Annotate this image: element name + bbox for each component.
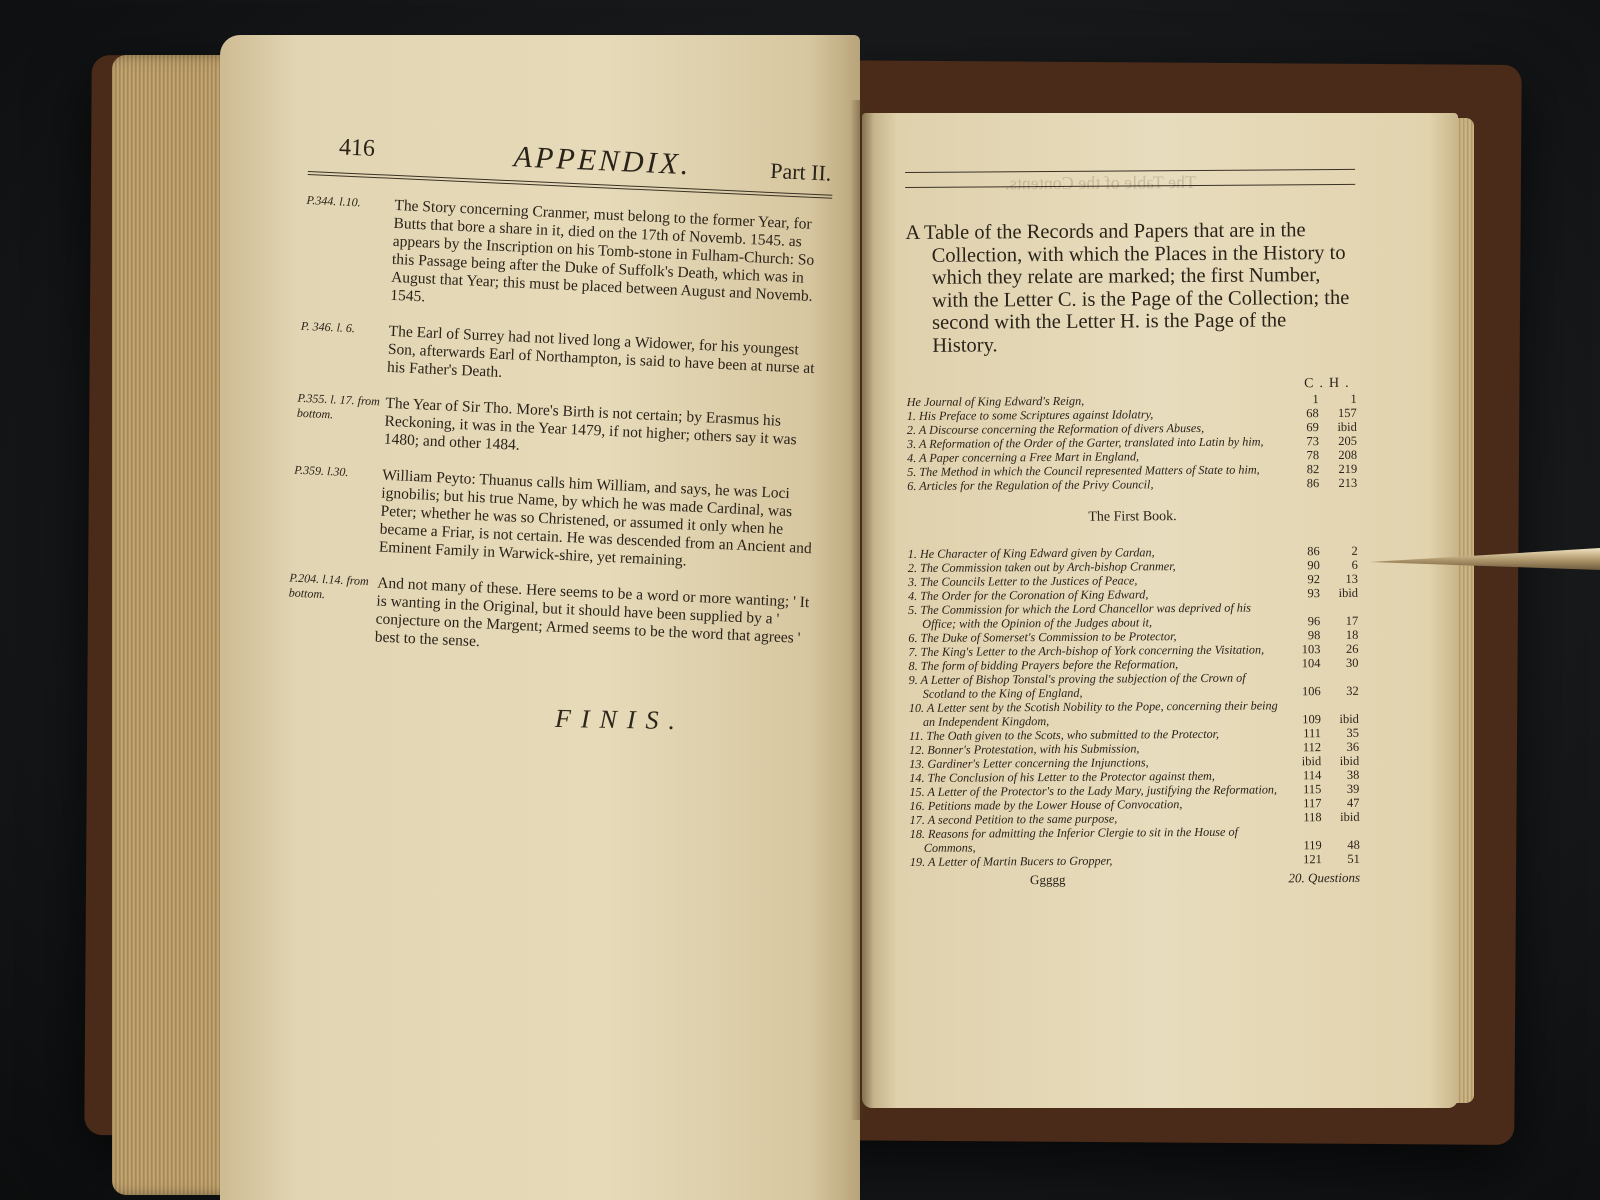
toc-title: 5. The Method in which the Council represented Matters of State to him, [907, 462, 1260, 479]
toc-title: 4. A Paper concerning a Free Mart in England, [907, 449, 1140, 465]
toc-history-page: 38 [1346, 767, 1360, 782]
toc-history-page: 26 [1345, 641, 1359, 656]
toc-title: 1. His Preface to some Scriptures against Idolatry, [906, 407, 1154, 423]
toc-collection-page: ibid [1301, 754, 1322, 769]
toc-title: 3. A Reformation of the Order of the Garter, translated into Latin by him, [906, 434, 1264, 451]
entry-reference: P.355. l. 17. from bottom. [296, 390, 381, 422]
toc-history-page: ibid [1338, 585, 1359, 600]
toc-history-page: 17 [1345, 613, 1359, 628]
left-page-text [287, 125, 835, 666]
book-gutter [850, 100, 874, 1120]
toc-collection-page: 118 [1303, 810, 1322, 825]
toc-collection-page: 86 [1307, 544, 1320, 559]
page-number: 416 [338, 134, 376, 162]
toc-row [910, 824, 1360, 855]
toc-history-page: 219 [1338, 461, 1358, 476]
toc-title: 5. The Commission for which the Lord Chancellor was deprived of his Office; with the Opinion of the Judges about it, [908, 600, 1252, 631]
toc-collection-page: 106 [1301, 684, 1321, 699]
toc-collection-page: 121 [1303, 852, 1322, 867]
intro-rows [907, 392, 1358, 493]
entry-text: The Year of Sir Tho. More's Birth is not certain; by Erasmus his Reckoning, it was in the Year 1479, if not higher; others say it was 1480; and other 1484. [383, 394, 798, 454]
toc-history-page: ibid [1339, 711, 1359, 726]
toc-collection-page: 78 [1306, 448, 1320, 463]
bookmark-pointer [1370, 548, 1600, 572]
toc-history-page: ibid [1340, 809, 1360, 824]
appendix-entry [291, 463, 820, 577]
running-title: APPENDIX. [513, 140, 693, 182]
toc-title: 6. The Duke of Somerset's Commission to be Protector, [908, 629, 1177, 645]
toc-history-page: 205 [1338, 433, 1358, 448]
toc-collection-page: 68 [1306, 406, 1319, 421]
toc-title: 12. Bonner's Protestation, with his Submission, [909, 741, 1140, 757]
table-title: A Table of the Records and Papers that are in the Collection, with which the Places in the History to which they relate are marked; the first Number, with the Letter C. is the Page of the Collection; the second with the Letter H. is the Page of the History. [905, 219, 1350, 357]
entry-reference: P.344. l.10. [306, 192, 361, 210]
toc-row [910, 852, 1360, 869]
toc-title: 2. A Discourse concerning the Reformation of divers Abuses, [906, 420, 1205, 437]
toc-title: 7. The King's Letter to the Arch-bishop of York concerning the Visitation, [908, 642, 1265, 659]
toc-collection-page: 117 [1303, 796, 1322, 811]
toc-history-page: 2 [1351, 543, 1358, 558]
toc-collection-page: 93 [1307, 586, 1321, 601]
toc-history-page: 36 [1346, 739, 1360, 754]
entry-text: William Peyto: Thuanus calls him William, and says, he was Loci ignobilis; but his true Name, by which he was made Cardinal, was Peter; whether he was so Christened, or assumed it only when he became a Friar, is not certain. He was descended from an Ancient and Eminent Family in Warwick-shire, yet remaining. [378, 466, 813, 570]
toc-collection-page: 92 [1307, 572, 1320, 587]
column-c-header: C. [1304, 376, 1329, 392]
toc-collection-page: 119 [1303, 838, 1322, 853]
toc-collection-page: 82 [1306, 462, 1320, 477]
toc-collection-page: 111 [1303, 726, 1322, 741]
toc-title: 10. A Letter sent by the Scotish Nobility to the Pope, concerning their being an Independent Kingdom, [908, 698, 1278, 729]
toc-title: 4. The Order for the Coronation of King Edward, [907, 587, 1149, 603]
toc-title: 11. The Oath given to the Scots, who submitted to the Protector, [908, 726, 1220, 743]
toc-title: 2. The Commission taken out by Arch-bishop Cranmer, [907, 559, 1176, 575]
first-book-rows [908, 544, 1360, 869]
toc-collection-page: 112 [1302, 740, 1322, 755]
toc-title: 6. Articles for the Regulation of the Privy Council, [907, 477, 1154, 493]
toc-collection-page: 73 [1306, 434, 1320, 449]
toc-title: 14. The Conclusion of his Letter to the Protector against them, [909, 768, 1215, 785]
toc-collection-page: 86 [1306, 476, 1320, 491]
toc-title: 13. Gardiner's Letter concerning the Injunctions, [909, 755, 1149, 771]
appendix-entry [295, 391, 822, 469]
toc-collection-page: 69 [1306, 420, 1319, 435]
toc-collection-page: 115 [1303, 782, 1322, 797]
toc-history-page: 18 [1345, 627, 1359, 642]
appendix-entry [302, 193, 831, 325]
entry-reference: P. 346. l. 6. [300, 318, 356, 336]
entry-text: And not many of these. Here seems to be a word or more wanting; ' It is wanting in the Original, but it should have been supplied by a ' conjecture on the Margent; Armed seems to be the word that agrees ' best to the sense. [374, 574, 810, 651]
toc-title: 1. He Character of King Edward given by Cardan, [907, 545, 1155, 561]
toc-collection-page: 114 [1302, 768, 1322, 783]
entry-text: The Story concerning Cranmer, must belong to the former Year, for Butts that bore a share in it, died on the 17th of Novemb. 1545. as appears by the Inscription on his Tomb-stone in Fulham-Church: So this Passage being after the Duke of Suffolk's Death, which was in August that Year; this must be placed between August and Novemb. 1545. [389, 196, 815, 306]
toc-history-page: 13 [1345, 571, 1358, 586]
right-page-text [905, 157, 1360, 889]
catchword: 20. Questions [1288, 869, 1361, 886]
toc-collection-page: 96 [1307, 614, 1321, 629]
toc-row [908, 600, 1358, 631]
entry-reference: P.359. l.30. [294, 462, 349, 480]
entry-text: The Earl of Surrey had not lived long a Widower, for his youngest Son, afterwards Earl of Northampton, is said to have been at nurse at his Father's Death. [386, 322, 815, 381]
toc-history-page: ibid [1337, 419, 1357, 434]
toc-row [909, 670, 1359, 701]
entry-reference: P.204. l.14. from bottom. [288, 570, 370, 602]
toc-row [909, 698, 1359, 729]
toc-collection-page: 109 [1302, 712, 1321, 727]
toc-title: 8. The form of bidding Prayers before the Reformation, [908, 657, 1179, 673]
toc-collection-page: 103 [1301, 642, 1321, 657]
toc-title: 15. A Letter of the Protector's to the Lady Mary, justifying the Reformation, [909, 782, 1278, 799]
toc-title: 9. A Letter of Bishop Tonstal's proving the subjection of the Crown of Scotland to the King of England, [908, 670, 1246, 701]
toc-history-page: 30 [1345, 655, 1359, 670]
toc-history-page: 47 [1346, 795, 1360, 810]
toc-title: 19. A Letter of Martin Bucers to Gropper, [909, 853, 1113, 869]
signature-mark: Ggggg [1029, 871, 1066, 888]
toc-title: 17. A second Petition to the same purpose, [909, 811, 1118, 827]
toc-history-page: 39 [1346, 781, 1360, 796]
toc-history-page: ibid [1339, 753, 1360, 768]
toc-history-page: 48 [1347, 837, 1360, 852]
toc-collection-page: 104 [1301, 656, 1321, 671]
toc-title: 3. The Councils Letter to the Justices of Peace, [907, 573, 1138, 589]
toc-history-page: 208 [1338, 447, 1358, 462]
appendix-entry [299, 319, 826, 397]
toc-history-page: 1 [1350, 391, 1357, 406]
toc-collection-page: 90 [1307, 558, 1320, 573]
toc-history-page: 35 [1346, 725, 1360, 740]
toc-title: 16. Petitions made by the Lower House of Convocation, [909, 797, 1183, 813]
toc-history-page: 213 [1338, 475, 1358, 490]
toc-title: 18. Reasons for admitting the Inferior Clergie to sit in the House of Commons, [909, 824, 1239, 855]
page-footer [910, 870, 1360, 889]
toc-history-page: 6 [1351, 557, 1358, 572]
column-h-header: H. [1328, 375, 1355, 392]
bleed-through-text: The Table of the Contents. [1005, 171, 1197, 194]
part-label: Part II. [769, 157, 832, 186]
toc-collection-page: 1 [1312, 392, 1319, 407]
toc-history-page: 32 [1346, 683, 1359, 698]
toc-history-page: 51 [1347, 851, 1360, 866]
finis-label: FINIS. [554, 703, 686, 736]
toc-title: He Journal of King Edward's Reign, [906, 393, 1085, 409]
section-heading: The First Book. [1088, 509, 1177, 525]
toc-row [907, 476, 1357, 493]
toc-history-page: 157 [1337, 405, 1357, 420]
toc-collection-page: 98 [1307, 628, 1321, 643]
